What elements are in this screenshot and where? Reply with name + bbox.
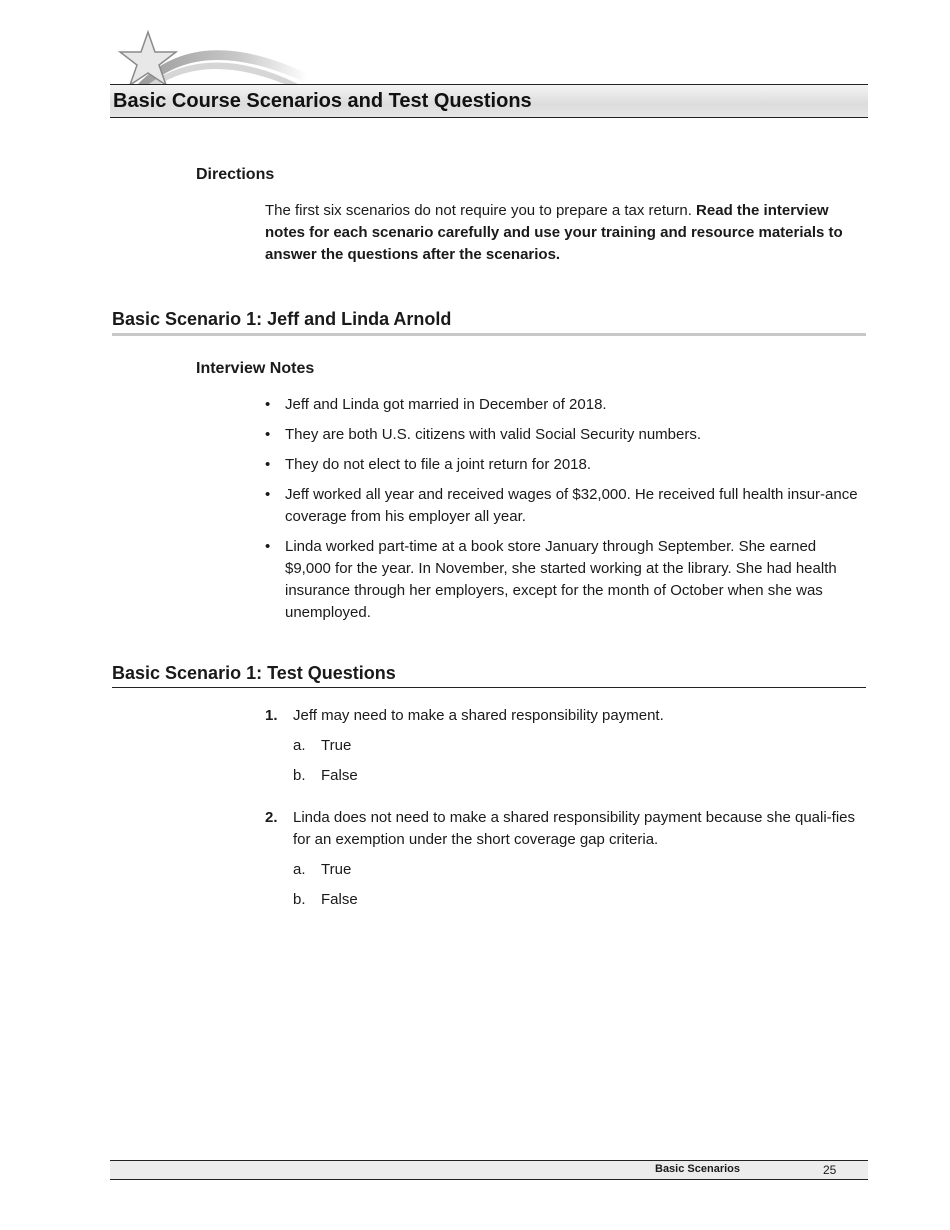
- answer-option-true[interactable]: [265, 735, 865, 757]
- test-questions-heading: Basic Scenario 1: Test Questions: [112, 663, 866, 688]
- note-text: Jeff and Linda got married in December of 2018.: [285, 396, 607, 413]
- question-row: [265, 807, 865, 851]
- directions-text-plain: The first six scenarios do not require you to prepare a tax return.: [265, 202, 697, 219]
- option-label: True: [321, 737, 352, 754]
- option-label: False: [321, 767, 358, 784]
- interview-notes-list: [265, 394, 865, 632]
- question-number: 1.: [265, 707, 278, 724]
- note-text: They are both U.S. citizens with valid Social Security numbers.: [285, 426, 702, 443]
- option-letter: b.: [293, 767, 306, 784]
- list-item: [265, 394, 865, 416]
- bullet-icon: •: [265, 538, 271, 555]
- footer-band: [110, 1160, 868, 1180]
- answer-option-false[interactable]: [265, 889, 865, 911]
- interview-notes-heading: Interview Notes: [196, 360, 315, 377]
- list-item: [265, 424, 865, 446]
- bullet-icon: •: [265, 426, 271, 443]
- bullet-icon: •: [265, 456, 271, 473]
- list-item: [265, 536, 865, 624]
- question-text: Jeff may need to make a shared responsibility payment.: [293, 707, 664, 724]
- star-swoosh-logo: [108, 30, 318, 88]
- footer-section-label: Basic Scenarios: [655, 1163, 740, 1175]
- directions-text: [265, 200, 865, 266]
- answer-option-true[interactable]: [265, 859, 865, 881]
- question-text: Linda does not need to make a shared responsibility payment because she quali-fies for an exemption under the short coverage gap criteria.: [293, 809, 856, 848]
- title-band: [110, 84, 868, 118]
- question-2: [265, 807, 865, 911]
- question-row: [265, 705, 865, 727]
- list-item: [265, 484, 865, 528]
- list-item: [265, 454, 865, 476]
- option-letter: a.: [293, 737, 306, 754]
- scenario-heading: Basic Scenario 1: Jeff and Linda Arnold: [112, 309, 866, 336]
- note-text: Jeff worked all year and received wages of $32,000. He received full health insur-ance coverage from his employer all year.: [285, 486, 858, 525]
- option-letter: b.: [293, 891, 306, 908]
- question-number: 2.: [265, 809, 278, 826]
- option-label: True: [321, 861, 352, 878]
- page-title: Basic Course Scenarios and Test Questions: [113, 90, 532, 112]
- note-text: They do not elect to file a joint return for 2018.: [285, 456, 592, 473]
- page-number: 25: [823, 1163, 837, 1177]
- option-label: False: [321, 891, 358, 908]
- answer-option-false[interactable]: [265, 765, 865, 787]
- question-1: [265, 705, 865, 787]
- directions-heading: Directions: [196, 166, 275, 183]
- directions-text-bold: Read the interview notes for each scenario carefully and use your training and resource materials to answer the questions after the scenarios.: [265, 202, 843, 263]
- option-letter: a.: [293, 861, 306, 878]
- bullet-icon: •: [265, 396, 271, 413]
- bullet-icon: •: [265, 486, 271, 503]
- note-text: Linda worked part-time at a book store January through September. She earned $9,000 for the year. In November, she started working at the library. She had health insurance through her employers, except for the month of October when she was unemployed.: [285, 538, 837, 621]
